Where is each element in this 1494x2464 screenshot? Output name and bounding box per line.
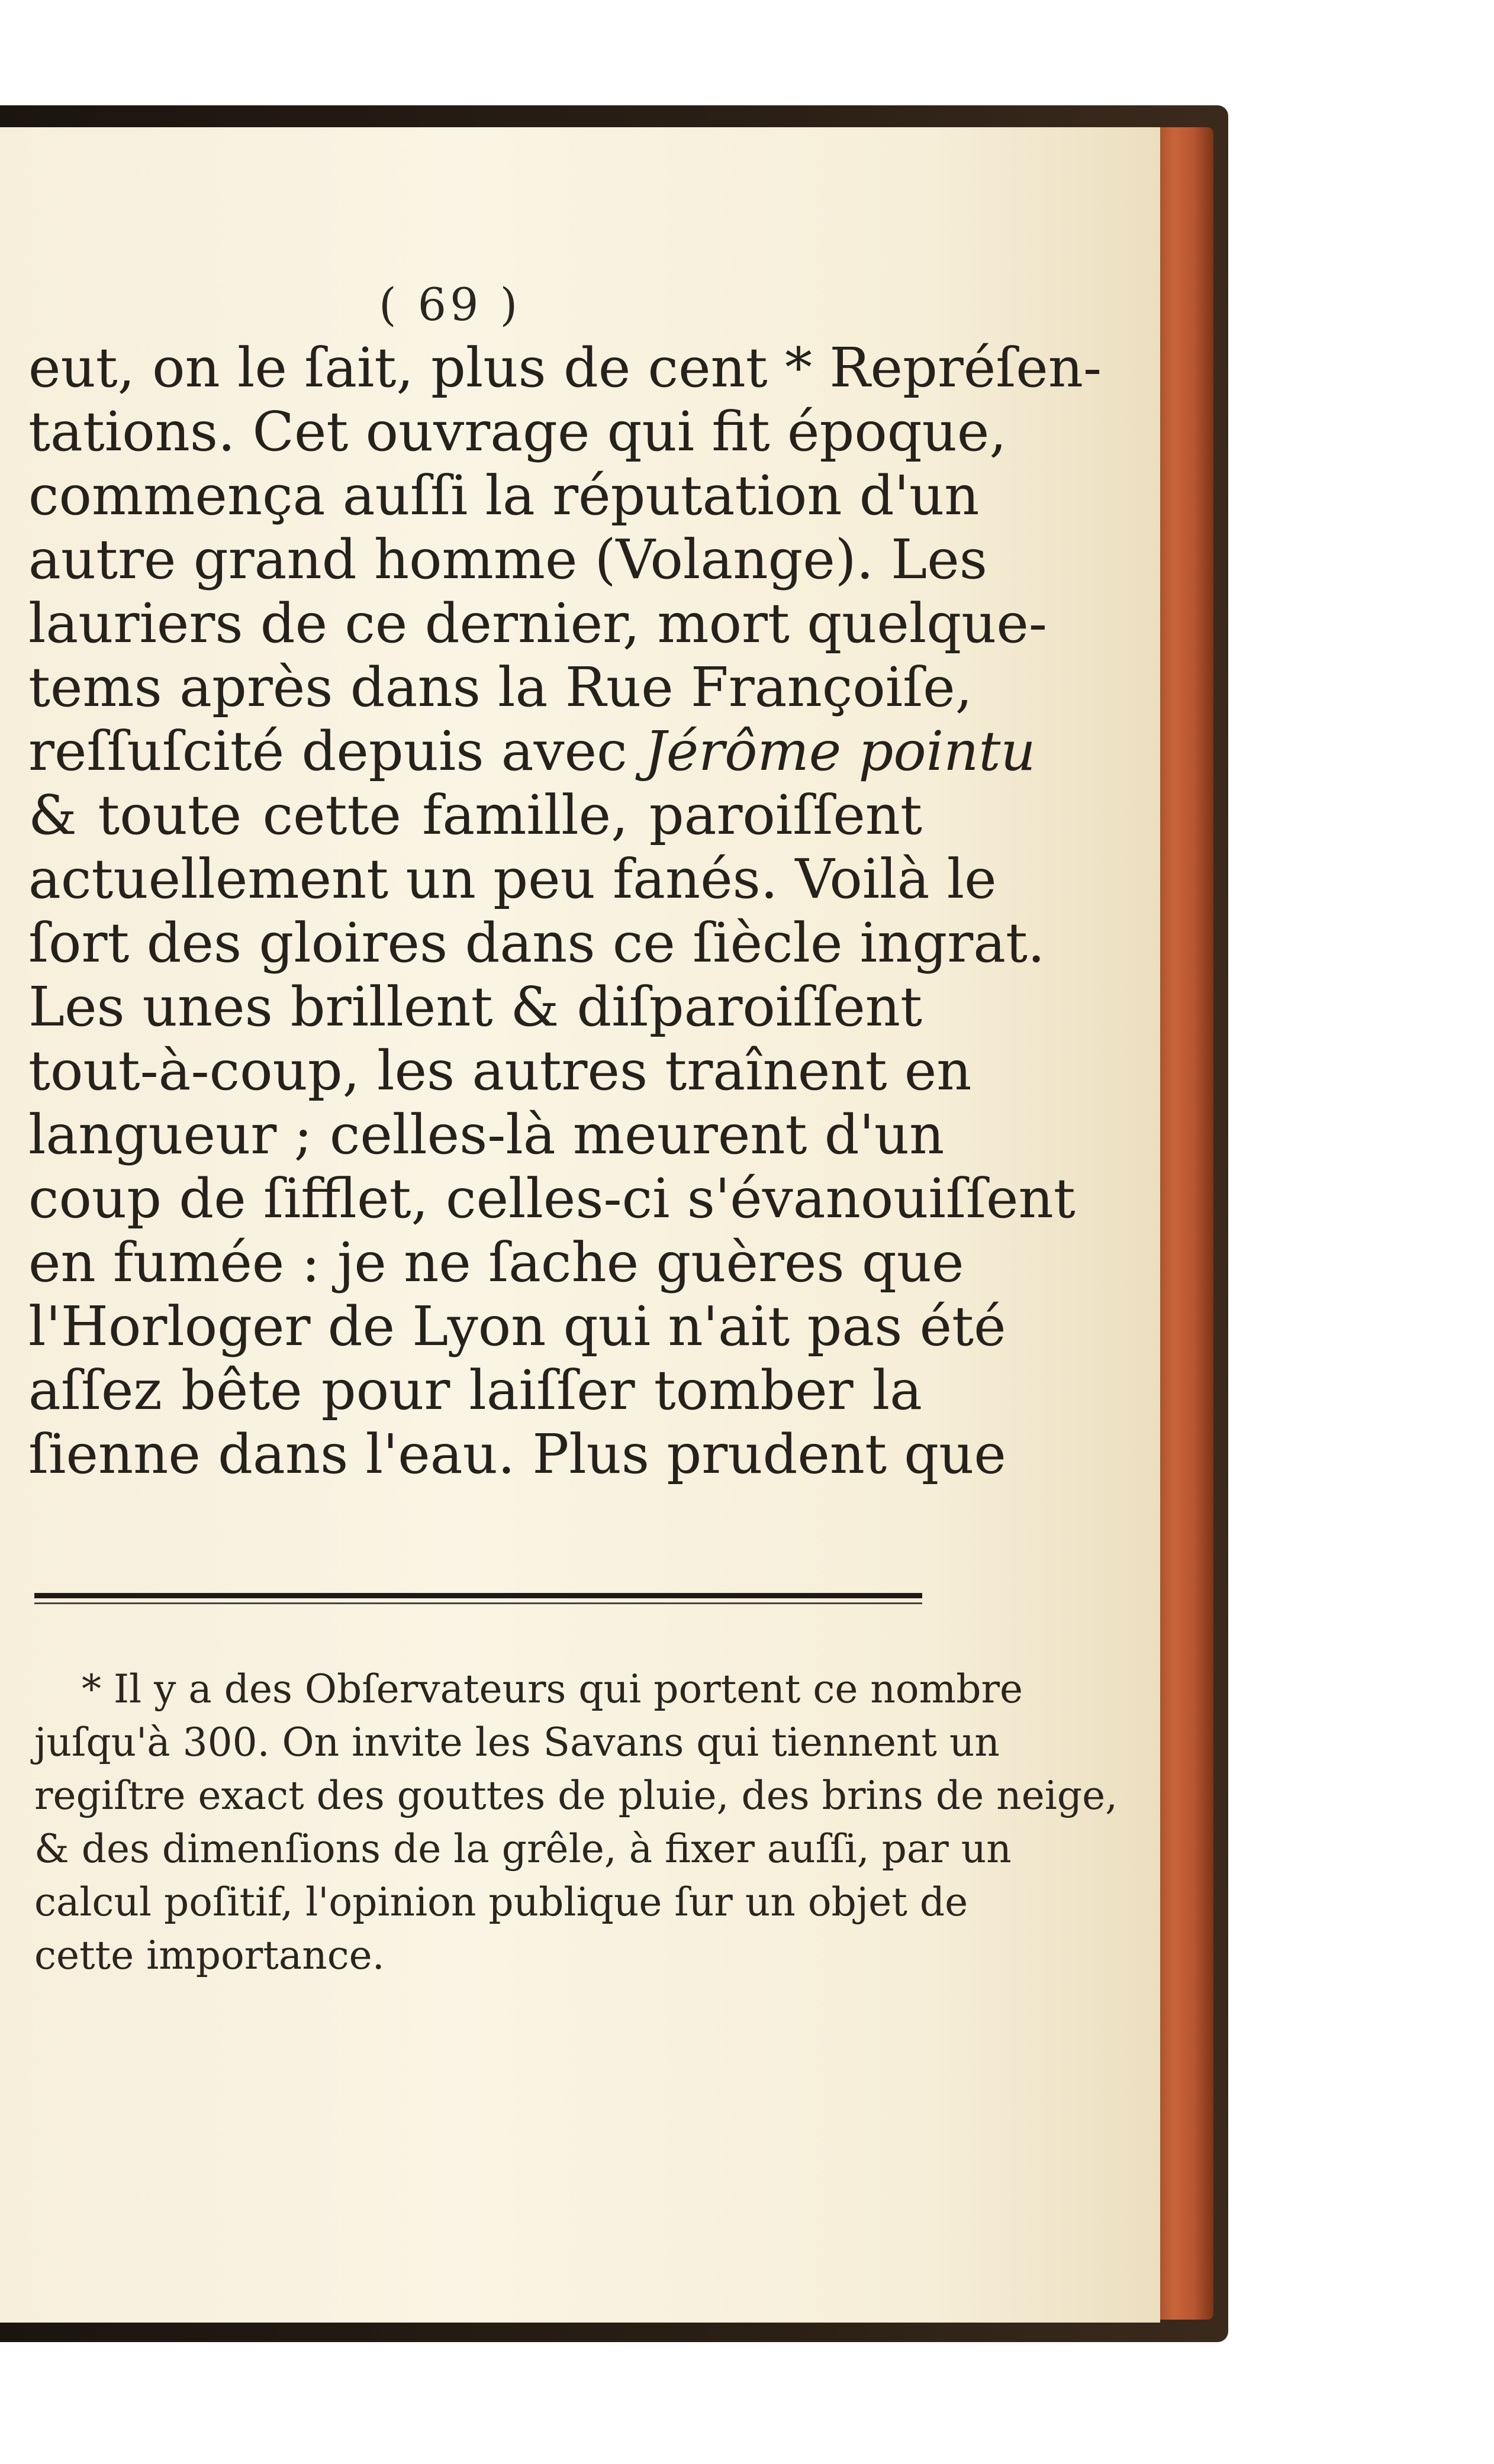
footnote-line: calcul poſitif, l'opinion publique ſur un objet de [34,1879,968,1925]
body-text [28,336,1102,1486]
footnote-rule [34,1593,922,1598]
text-line: ſort des gloires dans ce ſiècle ingrat. [28,911,1045,975]
text-line: lauriers de ce dernier, mort quelque- [28,592,1047,655]
text-line: tems après dans la Rue Françoiſe, [28,656,973,719]
footnote-line: regiſtre exact des gouttes de pluie, des brins de neige, [34,1773,1118,1818]
text-line-start: reſſuſcité depuis avec [28,720,627,783]
text-line-with-title [28,720,1036,783]
page-edge-red [1157,127,1213,2320]
footnote [34,1663,1118,1982]
footnote-line: * Il y a des Obſervateurs qui portent ce nombre [82,1666,1023,1712]
text-line: actuellement un peu fanés. Voilà le [28,847,997,911]
text-line: ſienne dans l'eau. Plus prudent que [28,1423,1006,1486]
text-line: coup de ſifflet, celles-ci s'évanouiſſent [28,1167,1076,1230]
footnote-line: & des dimenſions de la grêle, à fixer auſſi, par un [34,1826,1012,1872]
text-line: en fumée : je ne ſache guères que [28,1231,964,1294]
page-number: ( 69 ) [379,278,521,331]
text-line: aſſez bête pour laiſſer tomber la [28,1359,922,1422]
text-line: Les unes brillent & diſparoiſſent [28,975,922,1039]
footnote-line: cette importance. [34,1933,385,1978]
text-line: autre grand homme (Volange). Les [28,528,987,591]
footnote-line: juſqu'à 300. On invite les Savans qui tiennent un [34,1720,1000,1765]
text-line: tations. Cet ouvrage qui fit époque, [28,400,1007,463]
text-line: & toute cette famille, paroiſſent [28,783,922,847]
text-line: langueur ; celles-là meurent d'un [28,1103,945,1166]
text-line: l'Horloger de Lyon qui n'ait pas été [28,1295,1006,1358]
italic-title: Jérôme pointu [644,720,1036,783]
text-line: eut, on le ſait, plus de cent * Repréſen- [28,336,1102,399]
text-line: commença auſſi la réputation d'un [28,464,980,527]
footnote-rule-thin [34,1602,922,1604]
text-line: tout-à-coup, les autres traînent en [28,1039,972,1102]
